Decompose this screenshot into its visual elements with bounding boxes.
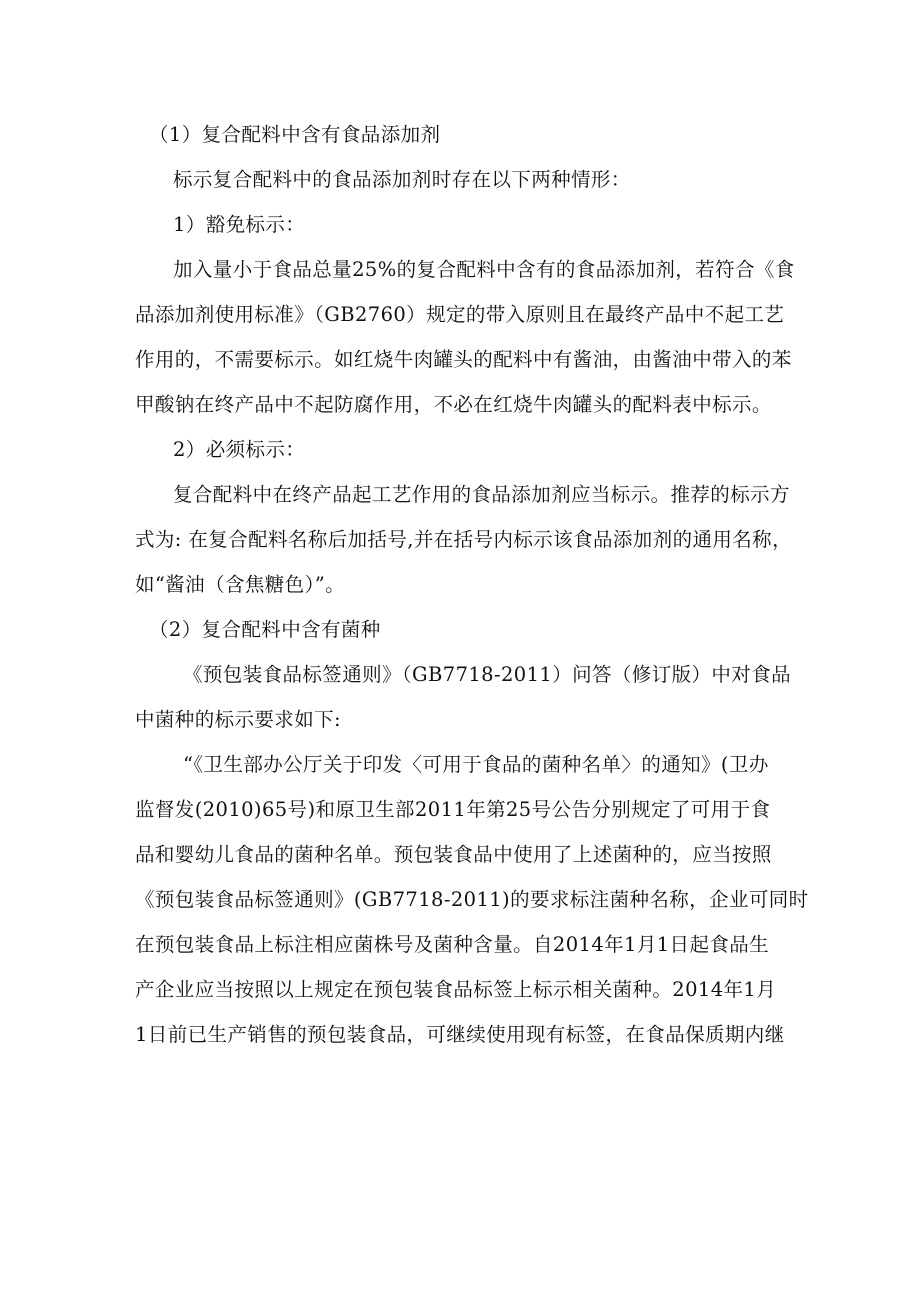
text-line: 品和婴幼儿食品的菌种名单。预包装食品中使用了上述菌种的，应当按照 <box>135 843 772 866</box>
text-line: 标示复合配料中的食品添加剂时存在以下两种情形： <box>173 168 631 191</box>
text-line: 加入量小于食品总量25%的复合配料中含有的食品添加剂，若符合《食 <box>173 258 795 281</box>
text-line: 《预包装食品标签通则》(GB7718-2011)的要求标注菌种名称，企业可同时 <box>135 888 809 911</box>
text-line: 作用的，不需要标示。如红烧牛肉罐头的配料中有酱油，由酱油中带入的苯 <box>135 348 792 371</box>
text-line: 《预包装食品标签通则》（GB7718-2011）问答（修订版）中对食品 <box>183 663 791 686</box>
line-gap <box>135 378 790 386</box>
line-gap <box>135 873 790 881</box>
line-gap <box>135 963 790 971</box>
document-body <box>135 116 809 1053</box>
text-line: 复合配料中在终产品起工艺作用的食品添加剂应当标示。推荐的标示方 <box>173 483 790 506</box>
text-line: 品添加剂使用标准》（GB2760）规定的带入原则且在最终产品中不起工艺 <box>135 303 785 326</box>
text-line: 中菌种的标示要求如下: <box>135 708 341 731</box>
text-line: 甲酸钠在终产品中不起防腐作用，不必在红烧牛肉罐头的配料表中标示。 <box>135 393 772 416</box>
text-line: 1）豁免标示： <box>173 213 306 236</box>
line-gap <box>135 1008 790 1016</box>
line-gap <box>135 603 790 611</box>
line-gap <box>135 333 790 341</box>
text-line: 2）必须标示： <box>173 438 306 461</box>
line-gap <box>135 423 790 431</box>
line-gap <box>135 918 790 926</box>
line-gap <box>135 828 790 836</box>
text-line: （1）复合配料中含有食品添加剂 <box>149 123 441 146</box>
text-line: 式为: 在复合配料名称后加括号,并在括号内标示该食品添加剂的通用名称， <box>135 528 792 551</box>
text-line: “《卫生部办公厅关于印发〈可用于食品的菌种名单〉的通知》(卫办 <box>183 753 769 776</box>
line-gap <box>135 738 790 746</box>
line-gap <box>135 783 790 791</box>
line-gap <box>135 648 790 656</box>
text-line: 1日前已生产销售的预包装食品，可继续使用现有标签，在食品保质期内继 <box>135 1023 785 1046</box>
line-gap <box>135 693 790 701</box>
line-gap <box>135 513 790 521</box>
line-gap <box>135 153 790 161</box>
text-line: 在预包装食品上标注相应菌株号及菌种含量。自2014年1月1日起食品生 <box>135 933 770 956</box>
line-gap <box>135 288 790 296</box>
text-line: （2）复合配料中含有菌种 <box>149 618 381 641</box>
text-line: 监督发(2010)65号)和原卫生部2011年第25号公告分别规定了可用于食 <box>135 798 771 821</box>
text-line: 产企业应当按照以上规定在预包装食品标签上标示相关菌种。2014年1月 <box>135 978 777 1001</box>
line-gap <box>135 243 790 251</box>
line-gap <box>135 558 790 566</box>
text-line: 如“酱油（含焦糖色）”。 <box>135 573 345 596</box>
line-gap <box>135 468 790 476</box>
line-gap <box>135 198 790 206</box>
